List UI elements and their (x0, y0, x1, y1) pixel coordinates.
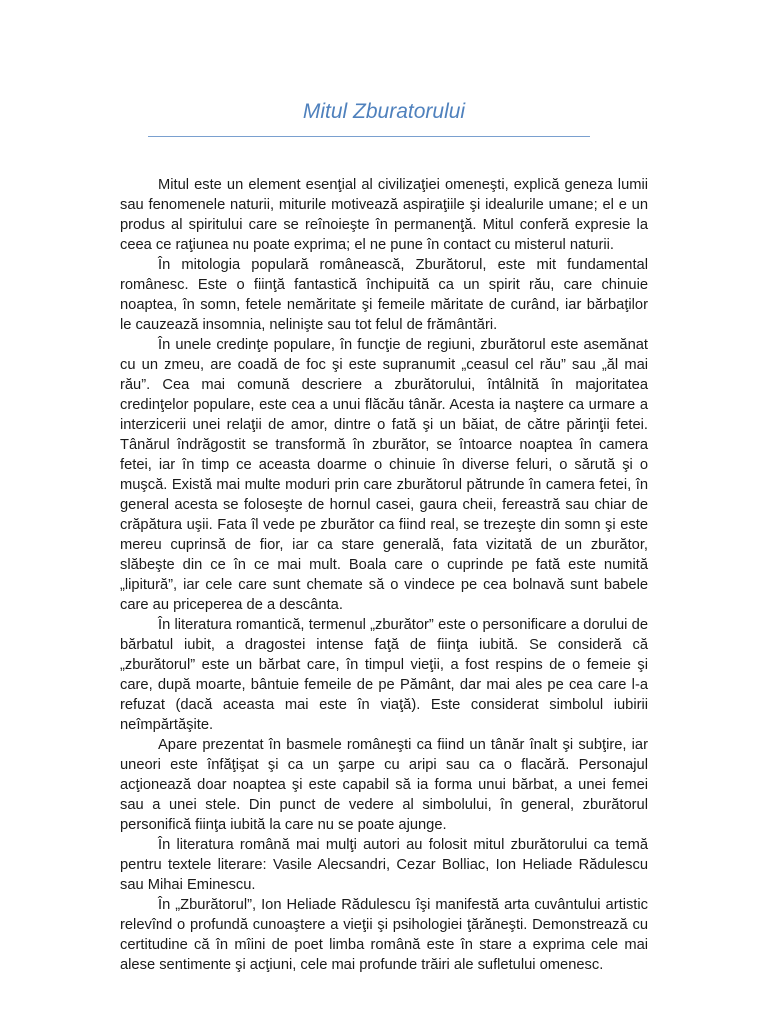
paragraph-credinte-populare: În unele credinţe populare, în funcţie de regiuni, zburătorul este asemănat cu un zmeu, are coadă de foc şi este supranumit „ceasul cel rău” sau „ăl mai rău”. Cea mai comună descriere a zburătorului, întâlnită în majoritatea credinţelor populare, este cea a unui flăcău tânăr. Acesta ia naştere ca urmare a interzicerii unei relaţii de amor, dintre o fată şi un băiat, de către părinţii fetei. Tânărul îndrăgostit se transformă în zburător, se întoarce noaptea în camera fetei, iar în timp ce aceasta doarme o chinuie în diverse feluri, o sărută şi o muşcă. Există mai multe moduri prin care zburătorul pătrunde în camera fetei, în general acesta se foloseşte de hornul casei, gaura cheii, fereastră sau chiar de crăpătura uşii. Fata îl vede pe zburător ca fiind real, se trezeşte din somn şi este mereu cuprinsă de fior, iar ca stare generală, fata vizitată de un zburător, slăbeşte din ce în ce mai mult. Boala care o cuprinde pe fată este numită „lipitură”, iar cele care sunt chemate să o vindece pe cea bolnavă sunt babele care au priceperea de a descânta. (120, 337, 648, 613)
title-underline-rule (148, 136, 590, 137)
paragraph-autori-romani: În literatura română mai mulţi autori au folosit mitul zburătorului ca temă pentru textele literare: Vasile Alecsandri, Cezar Bolliac, Ion Heliade Rădulescu sau Mihai Eminescu. (120, 837, 648, 893)
page-title: Mitul Zburatorului (302, 100, 466, 123)
paragraph-heliade-radulescu: În „Zburătorul”, Ion Heliade Rădulescu îşi manifestă arta cuvântului artistic relevînd o profundă cunoaştere a vieţii şi psihologiei ţărăneşti. Demonstrează cu certitudine că în mîini de poet limba română este în stare a exprima cele mai alese sentimente şi acţiuni, cele mai profunde trăiri ale sufletului omenesc. (120, 897, 648, 973)
document-body (120, 175, 648, 975)
paragraph-mit-definition: Mitul este un element esenţial al civilizaţiei omeneşti, explică geneza lumii sau fenomenele naturii, miturile motivează aspiraţiile şi idealurile umane; el e un produs al spiritului care se reînoieşte în permanenţă. Mitul conferă expresie la ceea ce raţiunea nu poate exprima; el ne pune în contact cu misterul naturii. (120, 177, 648, 253)
paragraph-literatura-romantica: În literatura romantică, termenul „zburător” este o personificare a dorului de bărbatul iubit, a dragostei intense faţă de fiinţa iubită. Se consideră că „zburătorul” este un bărbat care, în timpul vieţii, a fost respins de o femeie şi care, după moarte, bântuie femeile de pe Pământ, dar mai ales pe cea care l-a refuzat (dacă aceasta mai este în viaţă). Este considerat simbolul iubirii neîmpărtăşite. (120, 617, 648, 733)
paragraph-mitologie-populara: În mitologia populară românească, Zburătorul, este mit fundamental românesc. Este o fiinţă fantastică închipuită ca un spirit rău, care chinuie noaptea, în somn, fetele nemăritate şi femeile măritate de curând, iar bărbaţilor le cauzează insomnia, nelinişte sau tot felul de frământări. (120, 257, 648, 333)
paragraph-basme-romanesti: Apare prezentat în basmele româneşti ca fiind un tânăr înalt şi subţire, iar uneori este înfăţişat şi ca un şarpe cu aripi sau ca o flacără. Personajul acţionează doar noaptea şi este capabil să ia forma unui bărbat, a unei femei sau a unei stele. Din punct de vedere al simbolului, în general, zburătorul personifică fiinţa iubită la care nu se poate ajunge. (120, 737, 648, 833)
